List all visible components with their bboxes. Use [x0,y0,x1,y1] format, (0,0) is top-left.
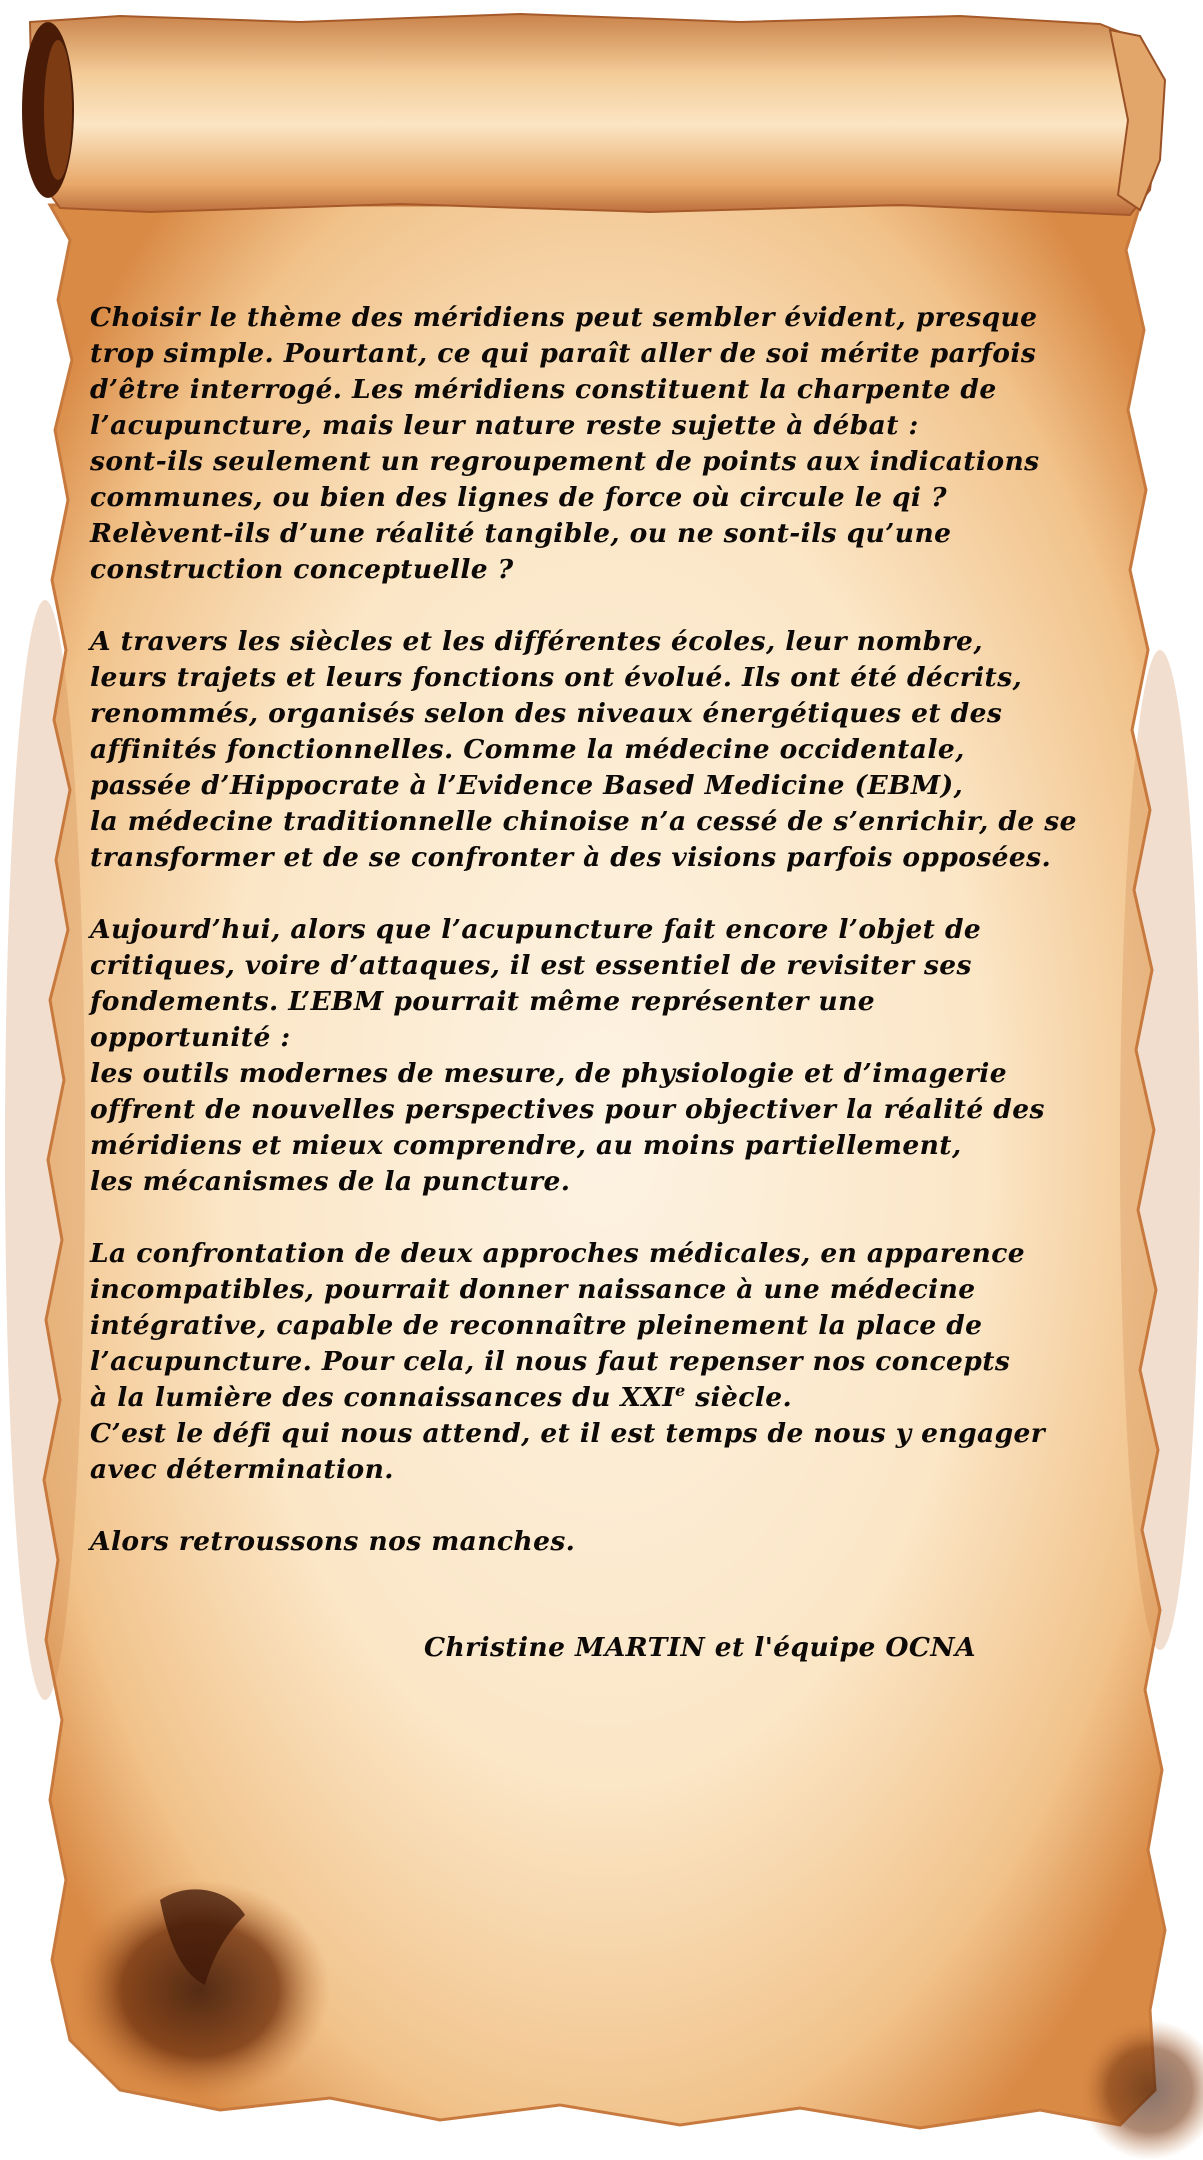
paragraph-3 [90,912,1150,1200]
letter-body [90,300,1150,1596]
text-line: d’être interrogé. Les méridiens constituent la charpente de [90,374,997,405]
text-line: leurs trajets et leurs fonctions ont évolué. Ils ont été décrits, [90,662,1023,693]
signature: Christine MARTIN et l'équipe OCNA [424,1632,976,1663]
text-line: trop simple. Pourtant, ce qui paraît aller de soi mérite parfois [90,338,1037,369]
text-line: les mécanismes de la puncture. [90,1166,571,1197]
text-line: passée d’Hippocrate à l’Evidence Based Medicine (EBM), [90,770,964,801]
century-superscript: e [675,1381,686,1401]
text-line: méridiens et mieux comprendre, au moins partiellement, [90,1130,962,1161]
text-line: fondements. L’EBM pourrait même représenter une [90,986,875,1017]
text-line: sont-ils seulement un regroupement de points aux indications [90,446,1040,477]
text-line: l’acupuncture. Pour cela, il nous faut repenser nos concepts [90,1346,1011,1377]
text-line: la médecine traditionnelle chinoise n’a cessé de s’enrichir, de se [90,806,1077,837]
text-line: La confrontation de deux approches médicales, en apparence [90,1238,1026,1269]
text-line: transformer et de se confronter à des visions parfois opposées. [90,842,1052,873]
paragraph-4 [90,1236,1150,1488]
text-line: incompatibles, pourrait donner naissance à une médecine [90,1274,976,1305]
text-line: les outils modernes de mesure, de physiologie et d’imagerie [90,1058,1007,1089]
text-line: intégrative, capable de reconnaître pleinement la place de [90,1310,983,1341]
top-roll [30,14,1160,215]
paragraph-5 [90,1524,1150,1560]
text-line: Alors retroussons nos manches. [90,1526,576,1557]
text-line: communes, ou bien des lignes de force où circule le qi ? [90,482,947,513]
text-line: A travers les siècles et les différentes écoles, leur nombre, [90,626,983,657]
text-line: offrent de nouvelles perspectives pour objectiver la réalité des [90,1094,1045,1125]
text-line: l’acupuncture, mais leur nature reste sujette à débat : [90,410,919,441]
text-line: renommés, organisés selon des niveaux énergétiques et des [90,698,1003,729]
paragraph-1 [90,300,1150,588]
century-line-start: à la lumière des connaissances du XXI [90,1382,676,1413]
text-line: Choisir le thème des méridiens peut sembler évident, presque [90,302,1038,333]
text-line: Aujourd’hui, alors que l’acupuncture fait encore l’objet de [90,914,982,945]
text-line: construction conceptuelle ? [90,554,514,585]
century-line [90,1380,1150,1416]
century-line-end: siècle. [685,1382,793,1413]
paragraph-2 [90,624,1150,876]
text-line: critiques, voire d’attaques, il est essentiel de revisiter ses [90,950,972,981]
text-line: Relèvent-ils d’une réalité tangible, ou ne sont-ils qu’une [90,518,952,549]
text-line: avec détermination. [90,1454,394,1485]
text-line: opportunité : [90,1022,291,1053]
text-line: affinités fonctionnelles. Comme la médecine occidentale, [90,734,965,765]
text-line: C’est le défi qui nous attend, et il est temps de nous y engager [90,1418,1046,1449]
